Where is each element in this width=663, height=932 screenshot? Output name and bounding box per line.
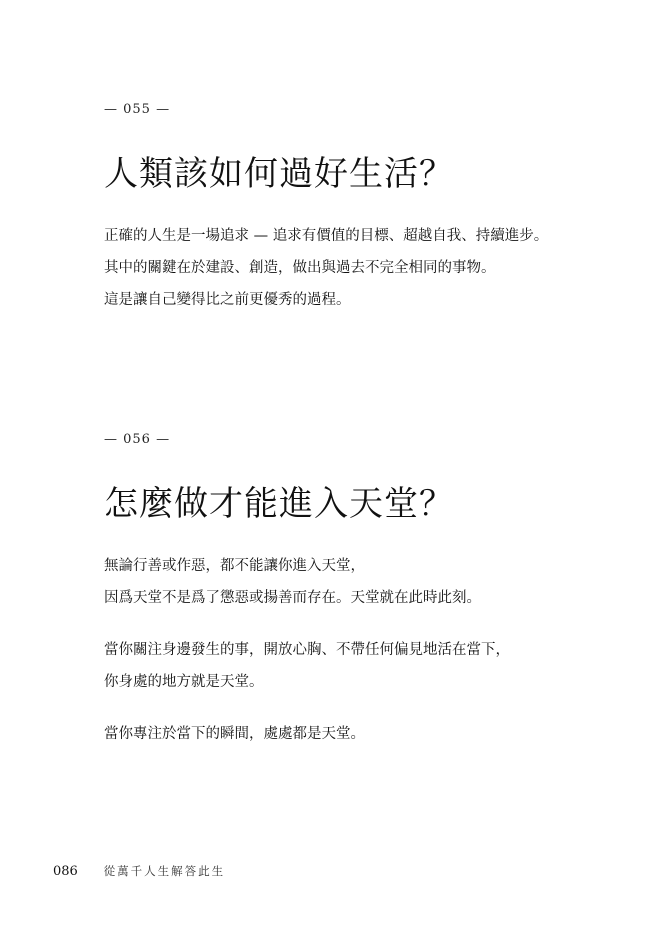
text-line: 你身處的地方就是天堂。 [104, 674, 264, 690]
page-footer [53, 861, 225, 882]
book-title: 從萬千人生解答此生 [103, 864, 226, 878]
text-line: 其中的關鍵在於建設、創造，做出與過去不完全相同的事物。 [104, 260, 496, 276]
entry-number: — 056 — [104, 432, 171, 447]
entry-paragraph [104, 634, 644, 698]
entry-056 [104, 430, 644, 750]
entry-055 [104, 100, 644, 316]
page-number: 086 [53, 864, 78, 879]
entry-paragraph [104, 220, 644, 316]
entry-paragraph [104, 718, 644, 750]
entry-paragraph [104, 550, 644, 614]
entry-number: — 055 — [104, 102, 171, 117]
text-line: 正確的人生是一場追求 — 追求有價值的目標、超越自我、持續進步。 [104, 228, 549, 244]
entry-title: 怎麼做才能進入天堂？ [104, 484, 454, 524]
text-line: 無論行善或作惡，都不能讓你進入天堂， [104, 558, 365, 574]
text-line: 這是讓自己變得比之前更優秀的過程。 [104, 292, 351, 308]
text-line: 當你關注身邊發生的事，開放心胸、不帶任何偏見地活在當下， [104, 642, 510, 658]
entry-title: 人類該如何過好生活？ [104, 154, 454, 194]
text-line: 因爲天堂不是爲了懲惡或揚善而存在。天堂就在此時此刻。 [104, 590, 481, 606]
text-line: 當你專注於當下的瞬間，處處都是天堂。 [104, 726, 365, 742]
